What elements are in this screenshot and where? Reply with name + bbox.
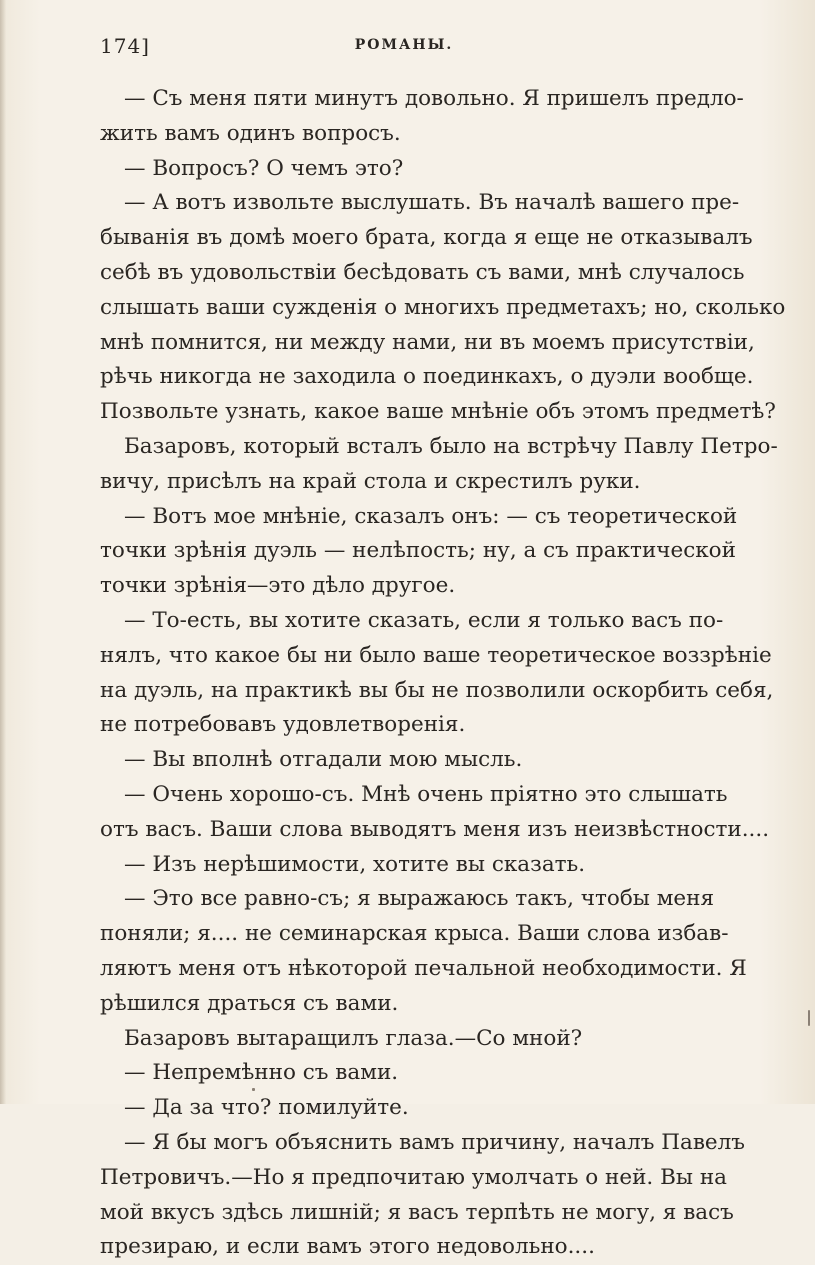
text-line: — Непремѣнно съ вами. bbox=[124, 1060, 399, 1086]
text-line: вичу, присѣлъ на край стола и скрестилъ руки. bbox=[100, 468, 641, 494]
text-line: — А вотъ извольте выслушать. Въ началѣ вашего пре- bbox=[124, 190, 740, 216]
text-line: точки зрѣнія дуэль — нелѣпость; ну, а съ практической bbox=[100, 538, 736, 564]
running-title: РОМАНЫ. bbox=[354, 37, 454, 53]
text-line: рѣчь никогда не заходила о поединкахъ, о дуэли вообще. bbox=[100, 364, 754, 390]
page-header bbox=[100, 34, 708, 58]
text-line: — Вы вполнѣ отгадали мою мысль. bbox=[124, 747, 523, 773]
text-line: Базаровъ вытаращилъ глаза.—Со мной? bbox=[124, 1025, 583, 1051]
print-speck bbox=[808, 1010, 810, 1026]
text-line: Базаровъ, который всталъ было на встрѣчу Павлу Петро- bbox=[124, 433, 778, 459]
text-line: ляютъ меня отъ нѣкоторой печальной необходимости. Я bbox=[100, 955, 747, 981]
text-line: быванія въ домѣ моего брата, когда я еще не отказывалъ bbox=[100, 225, 753, 251]
text-line: — Да за что? помилуйте. bbox=[124, 1095, 409, 1121]
text-line: — Изъ нерѣшимости, хотите вы сказать. bbox=[124, 851, 586, 877]
text-line: нялъ, что какое бы ни было ваше теоретическое воззрѣніе bbox=[100, 642, 772, 668]
text-line: Позвольте узнать, какое ваше мнѣніе объ этомъ предметѣ? bbox=[100, 399, 776, 425]
text-line: рѣшился драться съ вами. bbox=[100, 990, 399, 1016]
text-line: поняли; я.... не семинарская крыса. Ваши слова избав- bbox=[100, 921, 729, 947]
text-line: точки зрѣнія—это дѣло другое. bbox=[100, 573, 456, 599]
text-line: Петровичъ.—Но я предпочитаю умолчать о ней. Вы на bbox=[100, 1164, 727, 1190]
text-line: — Это все равно-съ; я выражаюсь такъ, чтобы меня bbox=[124, 886, 715, 912]
text-line: слышать ваши сужденія о многихъ предметахъ; но, сколько bbox=[100, 294, 786, 320]
page-number: 174] bbox=[100, 34, 150, 58]
text-line: отъ васъ. Ваши слова выводятъ меня изъ неизвѣстности.... bbox=[100, 816, 770, 842]
text-line: не потребовавъ удовлетворенія. bbox=[100, 712, 466, 738]
body-text bbox=[100, 82, 786, 1265]
text-line: мой вкусъ здѣсь лишній; я васъ терпѣть не могу, я васъ bbox=[100, 1199, 734, 1225]
text-line: — Я бы могъ объяснить вамъ причину, началъ Павелъ bbox=[124, 1129, 745, 1155]
text-line: на дуэль, на практикѣ вы бы не позволили оскорбить себя, bbox=[100, 677, 774, 703]
page-edge-shadow bbox=[0, 0, 6, 1104]
text-line: — Вотъ мое мнѣніе, сказалъ онъ: — съ теоретической bbox=[124, 503, 738, 529]
text-line: презираю, и если вамъ этого недовольно.... bbox=[100, 1234, 595, 1260]
text-line: мнѣ помнится, ни между нами, ни въ моемъ присутствіи, bbox=[100, 329, 755, 355]
text-line: — То-есть, вы хотите сказать, если я только васъ по- bbox=[124, 607, 724, 633]
text-line: себѣ въ удовольствіи бесѣдовать съ вами, мнѣ случалось bbox=[100, 259, 745, 285]
print-speck bbox=[252, 1088, 255, 1091]
text-line: — Очень хорошо-съ. Мнѣ очень пріятно это слышать bbox=[124, 781, 728, 807]
text-line: жить вамъ одинъ вопросъ. bbox=[100, 120, 401, 146]
text-line: — Вопросъ? О чемъ это? bbox=[124, 155, 404, 181]
text-line: — Съ меня пяти минутъ довольно. Я пришелъ предло- bbox=[124, 86, 744, 111]
